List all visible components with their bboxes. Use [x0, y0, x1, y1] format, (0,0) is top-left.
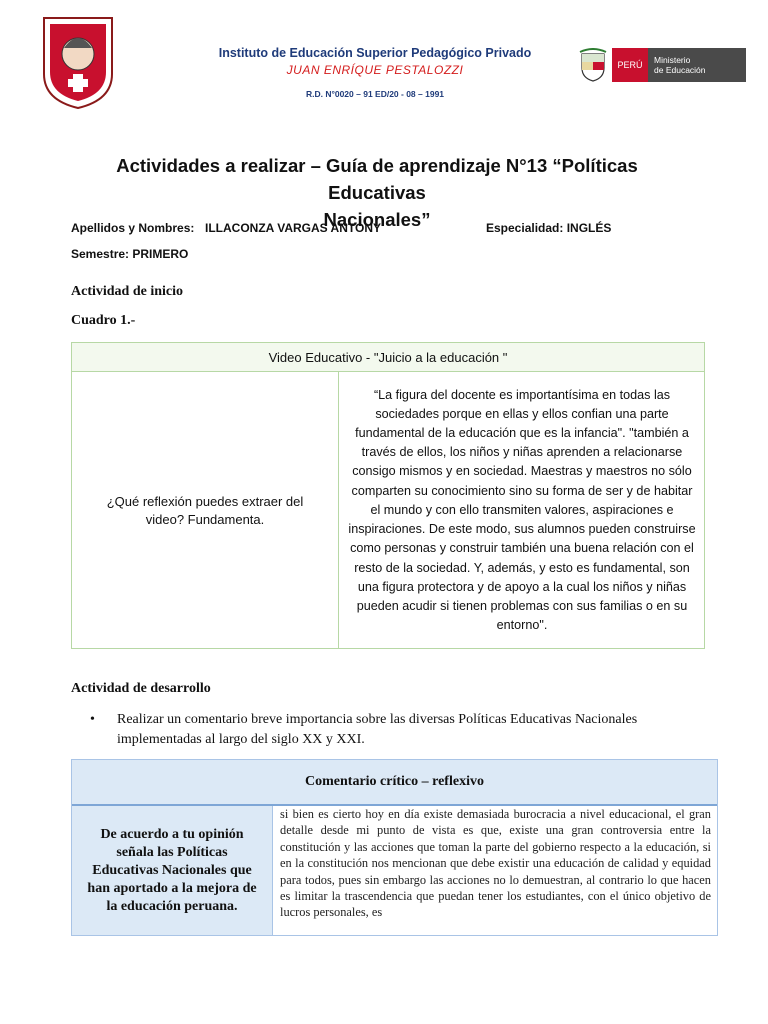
video-reflection-table: [71, 342, 705, 649]
table-header: Video Educativo - "Juicio a la educación ": [72, 343, 704, 372]
section-heading-desarrollo: Actividad de desarrollo: [71, 681, 211, 696]
institute-person-name: JUAN ENRÍQUE PESTALOZZI: [286, 63, 464, 77]
institute-header: [180, 46, 570, 99]
institute-seal-logo: [40, 14, 116, 110]
bullet-symbol: •: [90, 712, 95, 727]
response-cell[interactable]: si bien es cierto hoy en día existe demasiada burocracia a nivel educacional, el gran detalle desde mi punto de vista es que, existe una gran controversia entre la constitución y las acciones que toman la parte del gobierno respecto a la educación, si en la constitución nos mencionan que debe existir una educación de calidad y equidad para todos, pues sin embargo las acciones no lo demuestran, al contrario lo que hacen es limitar la trascendencia que puedan tener los estudiantes, con el único objetivo de lucros personales, es: [280, 807, 711, 920]
name-value: ILLACONZA VARGAS ANTONY: [205, 221, 381, 235]
critical-comment-table: [71, 759, 718, 936]
prompt-cell: De acuerdo a tu opinión señala las Políticas Educativas Nacionales que han aportado a la mejora de la educación peruana.: [72, 806, 273, 935]
ministry-label: [648, 48, 746, 82]
name-label: Apellidos y Nombres:: [71, 221, 195, 235]
answer-cell: “La figura del docente es importantísima en todas las sociedades porque en ellas y ellos confian una parte fundamental de la educación que es la infancia". "también a través de ellos, los niños y niñas aprenden a relacionarse consigo mismos y en sociedad. Maestras y maestros no sólo comparten su conocimiento sino su forma de ser y de habitar el mundo y con ello transmiten valores, aspiraciones e inspiraciones. De este modo, sus alumnos pueden construirse como personas y construir también una buena relación con el resto de la sociedad. Y, además, y esto es fundamental, son una figura protectora y de apoyo a la cual los niños y niñas pueden acudir si tienen problemas con sus familias o en su entorno".: [348, 387, 696, 633]
title-line-2: Nacionales”: [323, 209, 431, 230]
institute-name: Instituto de Educación Superior Pedagógico Privado: [218, 46, 532, 60]
title-line-1: Actividades a realizar – Guía de aprendizaje N°13 “Políticas Educativas: [116, 155, 638, 203]
section-heading-inicio: Actividad de inicio: [71, 284, 184, 299]
resolution-number: R.D. N°0020 – 91 ED/20 - 08 – 1991: [305, 89, 445, 99]
table-header: Comentario crítico – reflexivo: [72, 760, 717, 806]
ministry-line-1: Ministerio: [654, 55, 691, 65]
ministry-logo: [578, 48, 746, 82]
ministry-line-2: de Educación: [654, 65, 706, 75]
question-cell: ¿Qué reflexión puedes extraer del video? Fundamenta.: [72, 372, 339, 649]
peru-coat-of-arms-icon: [578, 48, 608, 82]
specialty: Especialidad: INGLÉS: [486, 221, 612, 235]
cuadro-label: Cuadro 1.-: [71, 313, 136, 328]
bullet-text: Realizar un comentario breve importancia sobre las diversas Políticas Educativas Nacionales implementadas al largo del siglo XX y XXI.: [117, 712, 638, 747]
peru-label: PERÚ: [612, 48, 648, 82]
semester: Semestre: PRIMERO: [71, 247, 189, 261]
seal-icon: [40, 14, 116, 110]
